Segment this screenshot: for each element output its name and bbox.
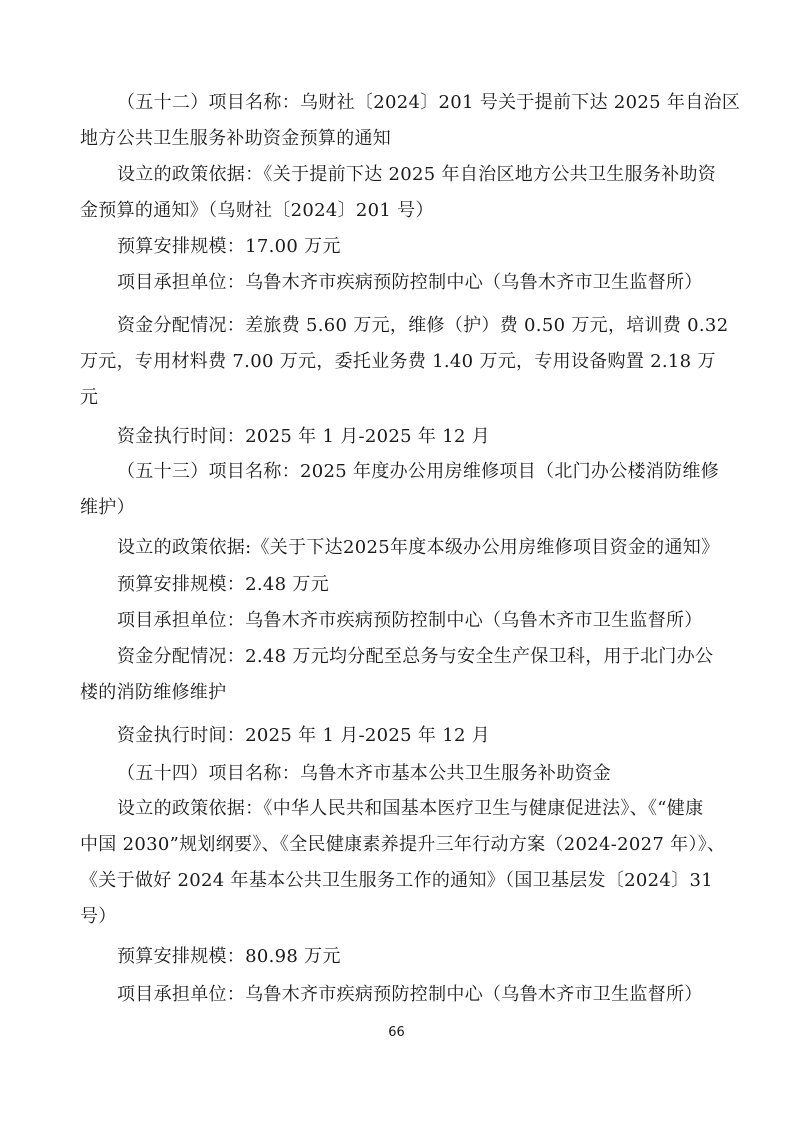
- section-53-title-line-1: （五十三）项目名称：2025 年度办公用房维修项目（北门办公楼消防维修: [117, 461, 720, 482]
- section-54-title: （五十四）项目名称：乌鲁木齐市基本公共卫生服务补助资金: [117, 763, 612, 784]
- section-52-allocation-line-3: 元: [80, 387, 99, 408]
- section-53-title-line-2: 维护）: [80, 497, 135, 518]
- section-53-allocation-line-1: 资金分配情况：2.48 万元均分配至总务与安全生产保卫科，用于北门办公: [117, 646, 714, 667]
- section-53-execution-time: 资金执行时间：2025 年 1 月-2025 年 12 月: [117, 725, 491, 746]
- section-54-policy-line-2: 中国 2030”规划纲要》、《全民健康素养提升三年行动方案（2024-2027 年）》、: [80, 834, 726, 855]
- section-53-budget: 预算安排规模：2.48 万元: [117, 574, 329, 595]
- section-53-unit: 项目承担单位：乌鲁木齐市疾病预防控制中心（乌鲁木齐市卫生监督所）: [117, 610, 703, 631]
- section-54-unit: 项目承担单位：乌鲁木齐市疾病预防控制中心（乌鲁木齐市卫生监督所）: [117, 984, 703, 1005]
- section-52-title-line-2: 地方公共卫生服务补助资金预算的通知: [80, 128, 392, 149]
- section-54-budget: 预算安排规模：80.98 万元: [117, 946, 341, 967]
- section-52-unit: 项目承担单位：乌鲁木齐市疾病预防控制中心（乌鲁木齐市卫生监督所）: [117, 272, 703, 293]
- section-52-budget: 预算安排规模：17.00 万元: [117, 236, 341, 257]
- section-52-allocation-line-1: 资金分配情况：差旅费 5.60 万元，维修（护）费 0.50 万元，培训费 0.32: [117, 315, 729, 336]
- section-54-policy-line-1: 设立的政策依据：《中华人民共和国基本医疗卫生与健康促进法》、《“健康: [117, 798, 704, 819]
- page-number: 66: [388, 1025, 405, 1040]
- section-52-policy-line-2: 金预算的通知》（乌财社〔2024〕201 号）: [80, 200, 434, 221]
- section-52-execution-time: 资金执行时间：2025 年 1 月-2025 年 12 月: [117, 426, 491, 447]
- section-53-policy: 设立的政策依据:《关于下达2025年度本级办公用房维修项目资金的通知》: [117, 537, 720, 558]
- section-54-policy-line-3: 《关于做好 2024 年基本公共卫生服务工作的通知》（国卫基层发〔2024〕31: [80, 870, 713, 891]
- section-52-policy-line-1: 设立的政策依据：《关于提前下达 2025 年自治区地方公共卫生服务补助资: [117, 164, 717, 185]
- section-54-policy-line-4: 号）: [80, 906, 117, 927]
- section-53-allocation-line-2: 楼的消防维修维护: [80, 682, 227, 703]
- section-52-allocation-line-2: 万元，专用材料费 7.00 万元，委托业务费 1.40 万元，专用设备购置 2.18 万: [80, 351, 716, 372]
- section-52-title-line-1: （五十二）项目名称：乌财社〔2024〕201 号关于提前下达 2025 年自治区: [117, 92, 741, 113]
